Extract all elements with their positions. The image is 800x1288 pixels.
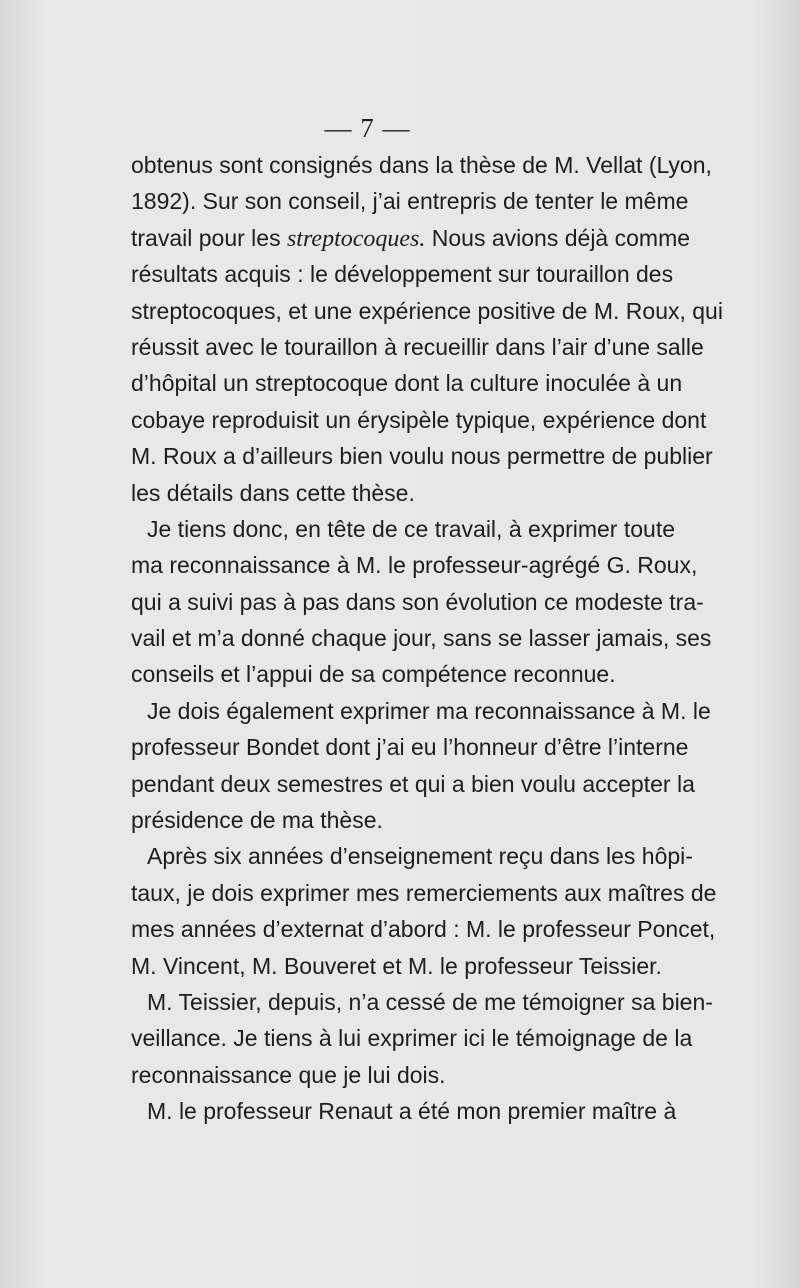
- text-line: pendant deux semestres et qui a bien voulu accepter la: [131, 770, 695, 797]
- text-line: réussit avec le touraillon à recueillir dans l’air d’une salle: [131, 333, 704, 360]
- text-line: conseils et l’appui de sa compétence reconnue.: [131, 661, 616, 688]
- text-line: mes années d’externat d’abord : M. le professeur Poncet,: [131, 916, 716, 943]
- text-line: M. Roux a d’ailleurs bien voulu nous permettre de publier: [131, 443, 713, 470]
- text-line: veillance. Je tiens à lui exprimer ici le témoignage de la: [131, 1025, 693, 1052]
- text-line: les détails dans cette thèse.: [131, 479, 415, 506]
- text-line: résultats acquis : le développement sur touraillon des: [131, 261, 674, 288]
- text-run: travail pour les: [131, 224, 287, 251]
- text-line: ma reconnaissance à M. le professeur-agrégé G. Roux,: [131, 552, 698, 579]
- text-line: cobaye reproduisit un érysipèle typique, expérience dont: [131, 406, 707, 433]
- page-number: — 7 —: [324, 113, 411, 143]
- text-line: d’hôpital un streptocoque dont la culture inoculée à un: [131, 370, 683, 397]
- text-run: Nous avions déjà comme: [425, 224, 691, 251]
- text-line: M. Teissier, depuis, n’a cessé de me témoigner sa bien-: [147, 988, 713, 1015]
- text-line: vail et m’a donné chaque jour, sans se lasser jamais, ses: [131, 625, 712, 652]
- body-text: [131, 147, 723, 1130]
- text-line: M. Vincent, M. Bouveret et M. le professeur Teissier.: [131, 952, 662, 979]
- text-line: qui a suivi pas à pas dans son évolution ce modeste tra-: [131, 588, 704, 615]
- text-line: présidence de ma thèse.: [131, 807, 383, 834]
- text-line: Je tiens donc, en tête de ce travail, à exprimer toute: [147, 515, 676, 542]
- italic-term: streptocoques.: [286, 225, 426, 252]
- text-line: obtenus sont consignés dans la thèse de M. Vellat (Lyon,: [131, 152, 712, 178]
- text-line: M. le professeur Renaut a été mon premier maître à: [147, 1098, 677, 1125]
- text-line: reconnaissance que je lui dois.: [131, 1061, 446, 1088]
- text-line: [131, 220, 691, 256]
- text-line: streptocoques, et une expérience positive de M. Roux, qui: [131, 297, 723, 324]
- text-line: Après six années d’enseignement reçu dans les hôpi-: [147, 843, 693, 870]
- text-line: 1892). Sur son conseil, j’ai entrepris de tenter le même: [131, 188, 689, 215]
- text-line: Je dois également exprimer ma reconnaissance à M. le: [147, 697, 711, 724]
- text-line: taux, je dois exprimer mes remerciements aux maîtres de: [131, 879, 717, 906]
- text-line: professeur Bondet dont j’ai eu l’honneur d’être l’interne: [131, 734, 689, 761]
